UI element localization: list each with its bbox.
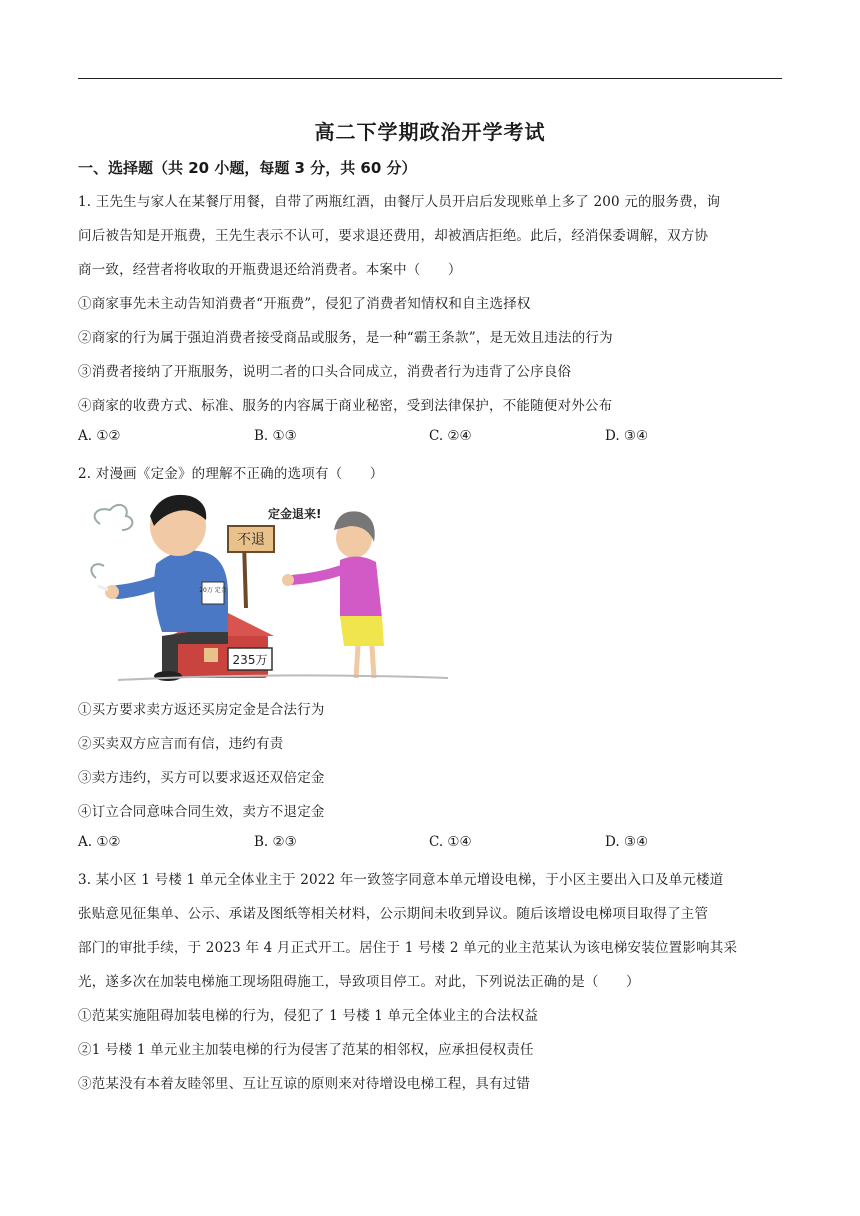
q3-stem-line-4: 光，遂多次在加装电梯施工现场阻碍施工，导致项目停工。对此，下列说法正确的是（ ） bbox=[78, 974, 640, 990]
deposit-cartoon bbox=[78, 486, 448, 686]
q3-stem-line-3: 部门的审批手续，于 2023 年 4 月正式开工。居住于 1 号楼 2 单元的业主范某认为该电梯安装位置影响其采 bbox=[78, 940, 738, 956]
q3-statement-1: ①范某实施阻碍加装电梯的行为，侵犯了 1 号楼 1 单元全体业主的合法权益 bbox=[78, 1008, 539, 1024]
q2-option-c[interactable]: C. ①④ bbox=[429, 834, 472, 850]
page-title: 高二下学期政治开学考试 bbox=[314, 120, 546, 144]
q1-statement-4: ④商家的收费方式、标准、服务的内容属于商业秘密，受到法律保护，不能随便对外公布 bbox=[78, 398, 613, 414]
q1-stem-line-3: 商一致，经营者将收取的开瓶费退还给消费者。本案中（ ） bbox=[78, 262, 462, 278]
speech-text: 定金退来! bbox=[268, 507, 322, 521]
q3-stem-line-1: 3. 某小区 1 号楼 1 单元全体业主于 2022 年一致签字同意本单元增设电梯，于小区主要出入口及单元楼道 bbox=[78, 872, 724, 888]
q1-stem-line-2: 问后被告知是开瓶费，王先生表示不认可，要求退还费用，却被酒店拒绝。此后，经消保委调解，双方协 bbox=[78, 228, 709, 244]
q1-statement-3: ③消费者接纳了开瓶服务，说明二者的口头合同成立，消费者行为违背了公序良俗 bbox=[78, 364, 572, 380]
q3-statement-3: ③范某没有本着友睦邻里、互让互谅的原则来对待增设电梯工程，具有过错 bbox=[78, 1076, 531, 1092]
q2-statement-3: ③卖方违约，买方可以要求返还双倍定金 bbox=[78, 770, 325, 786]
q1-option-d[interactable]: D. ③④ bbox=[605, 428, 649, 444]
q2-option-a[interactable]: A. ①② bbox=[78, 834, 121, 850]
q2-statement-2: ②买卖双方应言而有信，违约有责 bbox=[78, 736, 284, 752]
q1-stem-line-1: 1. 王先生与家人在某餐厅用餐，自带了两瓶红酒，由餐厅人员开启后发现账单上多了 200 元的服务费，询 bbox=[78, 194, 721, 210]
header-rule bbox=[78, 78, 782, 79]
section-heading: 一、选择题（共 20 小题，每题 3 分，共 60 分） bbox=[78, 159, 417, 177]
q2-option-b[interactable]: B. ②③ bbox=[254, 834, 297, 850]
q1-option-c[interactable]: C. ②④ bbox=[429, 428, 472, 444]
q1-option-b[interactable]: B. ①③ bbox=[254, 428, 297, 444]
q1-statement-2: ②商家的行为属于强迫消费者接受商品或服务，是一种“霸王条款”，是无效且违法的行为 bbox=[78, 330, 613, 346]
q3-stem-line-2: 张贴意见征集单、公示、承诺及图纸等相关材料，公示期间未收到异议。随后该增设电梯项目取得了主管 bbox=[78, 906, 709, 922]
q3-statement-2: ②1 号楼 1 单元业主加装电梯的行为侵害了范某的相邻权，应承担侵权责任 bbox=[78, 1042, 534, 1058]
deposit-tag-label: 20万 定金 bbox=[199, 587, 227, 594]
q2-statement-4: ④订立合同意味合同生效，卖方不退定金 bbox=[78, 804, 325, 820]
q2-stem-line-1: 2. 对漫画《定金》的理解不正确的选项有（ ） bbox=[78, 466, 384, 482]
q2-statement-1: ①买方要求卖方返还买房定金是合法行为 bbox=[78, 702, 325, 718]
refuse-sign-text: 不退 bbox=[237, 532, 265, 548]
house-price-label: 235万 bbox=[232, 653, 268, 667]
q2-option-d[interactable]: D. ③④ bbox=[605, 834, 649, 850]
q1-statement-1: ①商家事先未主动告知消费者“开瓶费”，侵犯了消费者知情权和自主选择权 bbox=[78, 296, 531, 312]
q1-option-a[interactable]: A. ①② bbox=[78, 428, 121, 444]
